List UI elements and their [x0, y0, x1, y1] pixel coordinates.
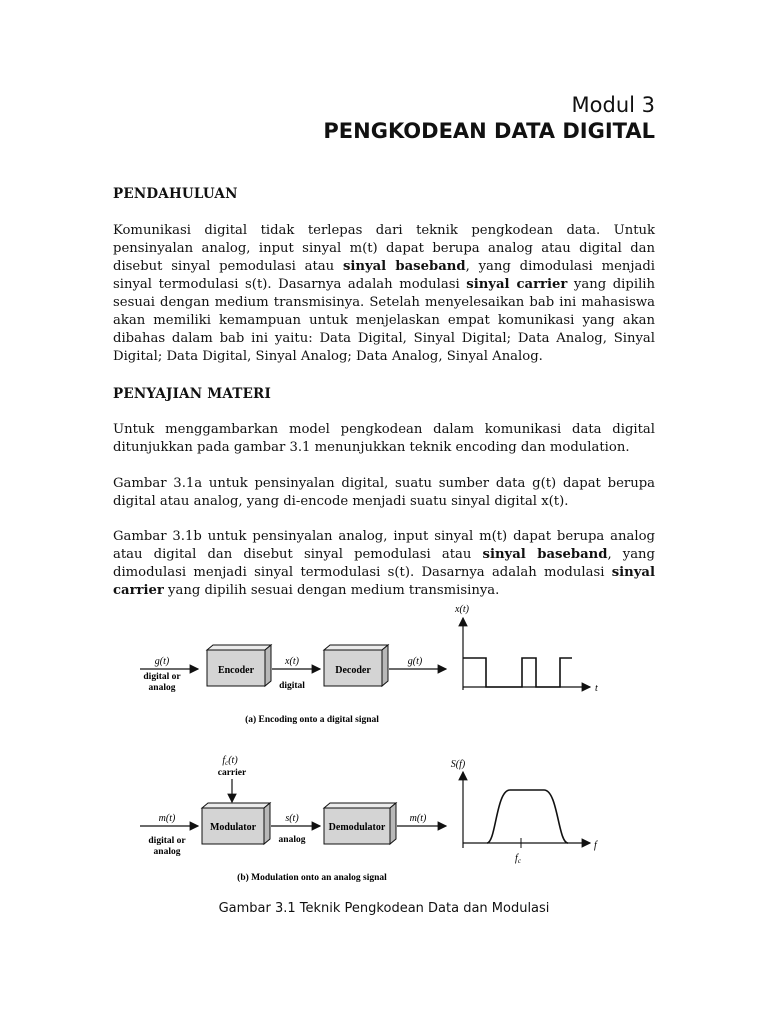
decoder-block — [324, 645, 388, 686]
materi3-text-3: yang dipilih sesuai dengan medium transmisinya. — [163, 583, 500, 598]
intro-text-1: Komunikasi digital tidak terlepas dari teknik pengkodean data. Untuk pensinyalan analog, input sinyal m(t) dapat berupa analog atau digital dan disebut sinyal pemodulasi atau — [113, 223, 655, 274]
b-carrier-label: $f_c(t)$ — [222, 755, 238, 767]
module-title-block — [323, 92, 655, 144]
digital-signal-plot — [454, 604, 598, 694]
materi-heading: PENYAJIAN MATERI — [113, 386, 271, 402]
materi-paragraph-2: Gambar 3.1a untuk pensinyalan digital, suatu sumber data g(t) dapat berupa digital atau analog, yang di-encode menjadi suatu sinyal digital x(t). — [113, 476, 655, 509]
b-plot-x-label: f — [594, 840, 597, 851]
a-mid-label: x(t) — [285, 656, 299, 667]
modulator-block — [202, 803, 270, 844]
intro-text-3: yang dipilih sesuai dengan medium transmisinya. Setelah menyelesaikan bab ini mahasiswa akan memiliki kemampuan untuk menjelaskan empat komunikasi yang akan dibahas dalam bab ini yaitu: Data Digital, Sinyal Digital; Data Analog, Sinyal Digital; Data Digital, Sinyal Analog; Data Analog, Sinyal Analog. — [113, 277, 655, 364]
a-input-note-2: analog — [148, 683, 176, 693]
decoder-label: Decoder — [335, 665, 371, 676]
b-plot-fc-label: $f_c$ — [515, 853, 521, 865]
encoder-label: Encoder — [217, 665, 255, 676]
a-plot-y-label: x(t) — [455, 604, 469, 615]
intro-bold-carrier: sinyal carrier — [466, 277, 568, 292]
materi-paragraph-3 — [113, 528, 655, 600]
encoder-block — [207, 645, 271, 686]
b-input-label: m(t) — [158, 813, 176, 824]
intro-heading: PENDAHULUAN — [113, 186, 238, 202]
materi3-text-2: , yang dimodulasi menjadi sinyal termodulasi s(t). Dasarnya adalah modulasi — [113, 547, 655, 580]
demodulator-block — [324, 803, 396, 844]
a-mid-note: digital — [279, 681, 305, 691]
materi-paragraph-1: Untuk menggambarkan model pengkodean dalam komunikasi data digital ditunjukkan pada gambar 3.1 menunjukkan teknik encoding dan modulation. — [113, 422, 655, 455]
a-output-label: g(t) — [407, 656, 423, 667]
b-caption: (b) Modulation onto an analog signal — [237, 873, 387, 883]
b-input-note-1: digital or — [148, 836, 186, 846]
materi3-bold-carrier: sinyal carrier — [113, 565, 655, 598]
figure-caption: Gambar 3.1 Teknik Pengkodean Data dan Modulasi — [218, 901, 550, 916]
intro-text-2: , yang dimodulasi menjadi sinyal termodulasi s(t). Dasarnya adalah modulasi — [113, 259, 655, 292]
materi3-bold-baseband: sinyal baseband — [482, 547, 608, 562]
intro-bold-baseband: sinyal baseband — [342, 259, 466, 274]
a-caption: (a) Encoding onto a digital signal — [245, 715, 379, 725]
a-input-label: g(t) — [154, 656, 170, 667]
diagram-b — [140, 755, 598, 883]
a-plot-x-label: t — [595, 683, 598, 694]
materi3-text-1: Gambar 3.1b untuk pensinyalan analog, input sinyal m(t) dapat berupa analog atau digital dan disebut sinyal pemodulasi atau — [113, 529, 655, 562]
b-input-note-2: analog — [153, 847, 181, 857]
b-carrier-note: carrier — [217, 768, 247, 778]
diagram-a — [140, 604, 598, 725]
b-mid-note: analog — [278, 835, 306, 845]
intro-paragraph — [113, 222, 655, 366]
b-mid-label: s(t) — [285, 813, 299, 824]
b-plot-y-label: S(f) — [450, 759, 466, 770]
figure-3-1-diagram — [112, 602, 657, 892]
b-output-label: m(t) — [409, 813, 427, 824]
demodulator-label: Demodulator — [328, 822, 386, 833]
modulator-label: Modulator — [209, 822, 257, 833]
analog-spectrum-plot — [451, 759, 598, 865]
module-title: PENGKODEAN DATA DIGITAL — [323, 119, 655, 143]
module-number: Modul 3 — [571, 93, 655, 117]
a-input-note-1: digital or — [143, 672, 181, 682]
